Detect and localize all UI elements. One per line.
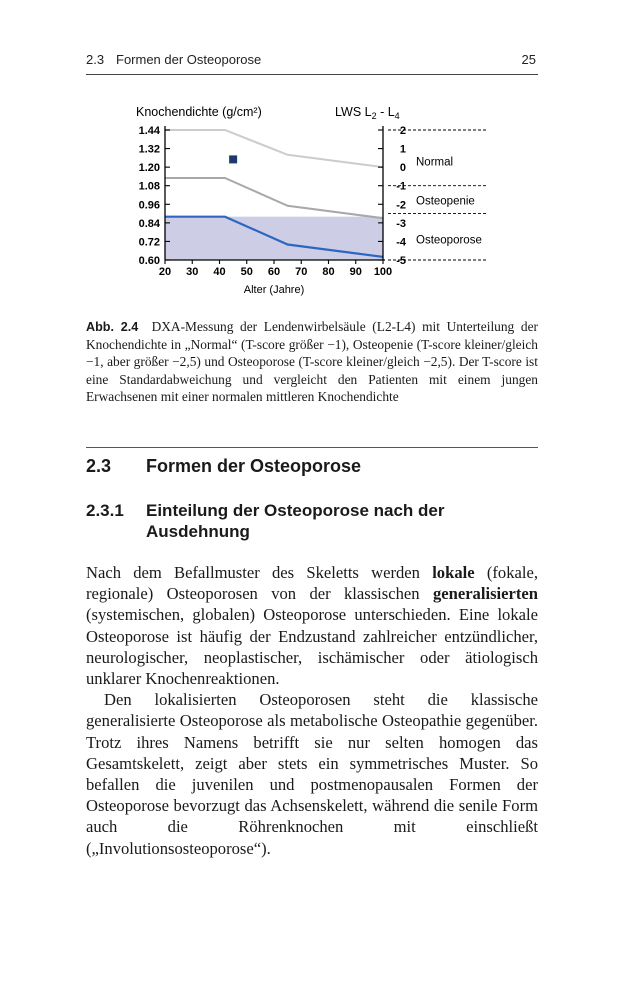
y-tick-label: 0.96 xyxy=(138,199,160,212)
subsection-number: 2.3.1 xyxy=(86,501,124,520)
y-tick-label: 0.60 xyxy=(138,255,160,267)
header-rule xyxy=(86,74,538,75)
t-score-tick-label: -5 xyxy=(396,255,406,267)
x-tick-label: 60 xyxy=(267,266,281,278)
x-tick-label: 80 xyxy=(322,266,335,278)
t-score-tick-label: 2 xyxy=(399,125,406,137)
y-tick-label: 1.32 xyxy=(138,143,160,156)
paragraph-1 xyxy=(86,562,538,689)
chart-title-right-part: - L xyxy=(376,105,395,119)
y-tick-label: 1.44 xyxy=(138,125,160,137)
term-generalisierten: generalisierten xyxy=(432,584,538,604)
x-tick-label: 40 xyxy=(213,266,226,278)
y-tick-label: 0.84 xyxy=(138,217,160,230)
body-text xyxy=(86,562,538,859)
section-number: 2.3 xyxy=(86,456,112,476)
zone-label: Normal xyxy=(416,156,454,169)
term-lokale: lokale xyxy=(432,563,475,582)
y-tick-label: 1.20 xyxy=(138,162,160,175)
t-score-tick-label: -3 xyxy=(396,217,406,230)
paragraph-2: Den lokalisierten Osteoporosen steht die klassische generalisierte Osteoporose als metabolische Osteopathie gegenüber. Trotz ihres Namens betrifft sie nur selten homogen das Gesamtskelett, zeigt aber stets ein symmetrisches Muster. So befallen die juvenilen und postmenopausalen Formen der Osteoporose bevorzugt das Achsenskelett, während die senile Form auch die Röhrenknochen mit einschließt („Involutionsosteoporose“). xyxy=(86,690,538,858)
subsection-title: Einteilung der Osteoporose nach der Ausdehnung xyxy=(146,501,445,541)
figure-caption xyxy=(86,318,538,405)
section-rule xyxy=(86,447,538,448)
osteopenia-line xyxy=(165,178,383,218)
chart-title-left: Knochendichte (g/cm²) xyxy=(136,105,262,119)
t-score-tick-label: -4 xyxy=(396,236,406,249)
x-tick-label: 50 xyxy=(240,266,253,278)
x-axis-label: Alter (Jahre) xyxy=(243,284,305,296)
t-score-tick-label: 1 xyxy=(399,143,406,156)
t-score-tick-label: -1 xyxy=(396,180,406,193)
running-head-title: Formen der Osteoporose xyxy=(116,52,262,67)
zone-label: Osteopenie xyxy=(416,195,475,208)
x-tick-label: 70 xyxy=(295,266,308,278)
running-head xyxy=(86,50,538,72)
running-head-section: 2.3 xyxy=(86,52,105,67)
x-tick-label: 30 xyxy=(186,266,199,278)
bone-density-chart xyxy=(120,100,500,305)
reference-marker xyxy=(229,155,237,163)
x-tick-label: 90 xyxy=(349,266,362,278)
x-tick-label: 20 xyxy=(158,266,172,278)
chart-title-right xyxy=(335,105,400,121)
chart-title-right-part: LWS L xyxy=(335,105,372,119)
paragraph-1-part: (fokale, regionale) Osteoporosen von der klassischen xyxy=(86,563,538,604)
caption-label: Abb. 2.4 xyxy=(86,320,139,334)
zone-label: Osteoporose xyxy=(416,234,482,247)
x-tick-label: 100 xyxy=(373,266,393,278)
section-title: Formen der Osteoporose xyxy=(146,456,362,476)
chart-title-right-part: 2 xyxy=(371,111,377,121)
t-score-tick-label: -2 xyxy=(396,199,406,212)
y-tick-label: 0.72 xyxy=(138,236,160,249)
caption-text: DXA-Messung der Lendenwirbelsäule (L2-L4) mit Unterteilung der Knochendichte in „Normal“ (T-score größer −1), Osteopenie (T-score kleiner/gleich −1, aber größer −2,5) und Osteoporose (T-score kleiner/gleich −2,5). Der T-score ist eine Standardabweichung und vergleicht den Patienten mit einem jungen Erwachsenen mit einer normalen mittleren Knochendichte xyxy=(86,319,538,404)
paragraph-1-part: (systemischen, globalen) Osteoporose unterschieden. Eine lokale Osteoporose ist häufig der Endzustand zahlreicher entzündlicher, neurologischer, neoplastischer, ischämischer oder ätiologisch unklarer Knochenreaktionen. xyxy=(86,605,538,689)
normal-line xyxy=(165,130,383,167)
y-tick-label: 1.08 xyxy=(138,180,160,193)
page-number: 25 xyxy=(521,52,536,67)
chart-title-right-part: 4 xyxy=(394,111,400,121)
paragraph-1-part: Nach dem Befallmuster des Skeletts werden xyxy=(86,563,433,582)
t-score-tick-label: 0 xyxy=(399,162,406,175)
